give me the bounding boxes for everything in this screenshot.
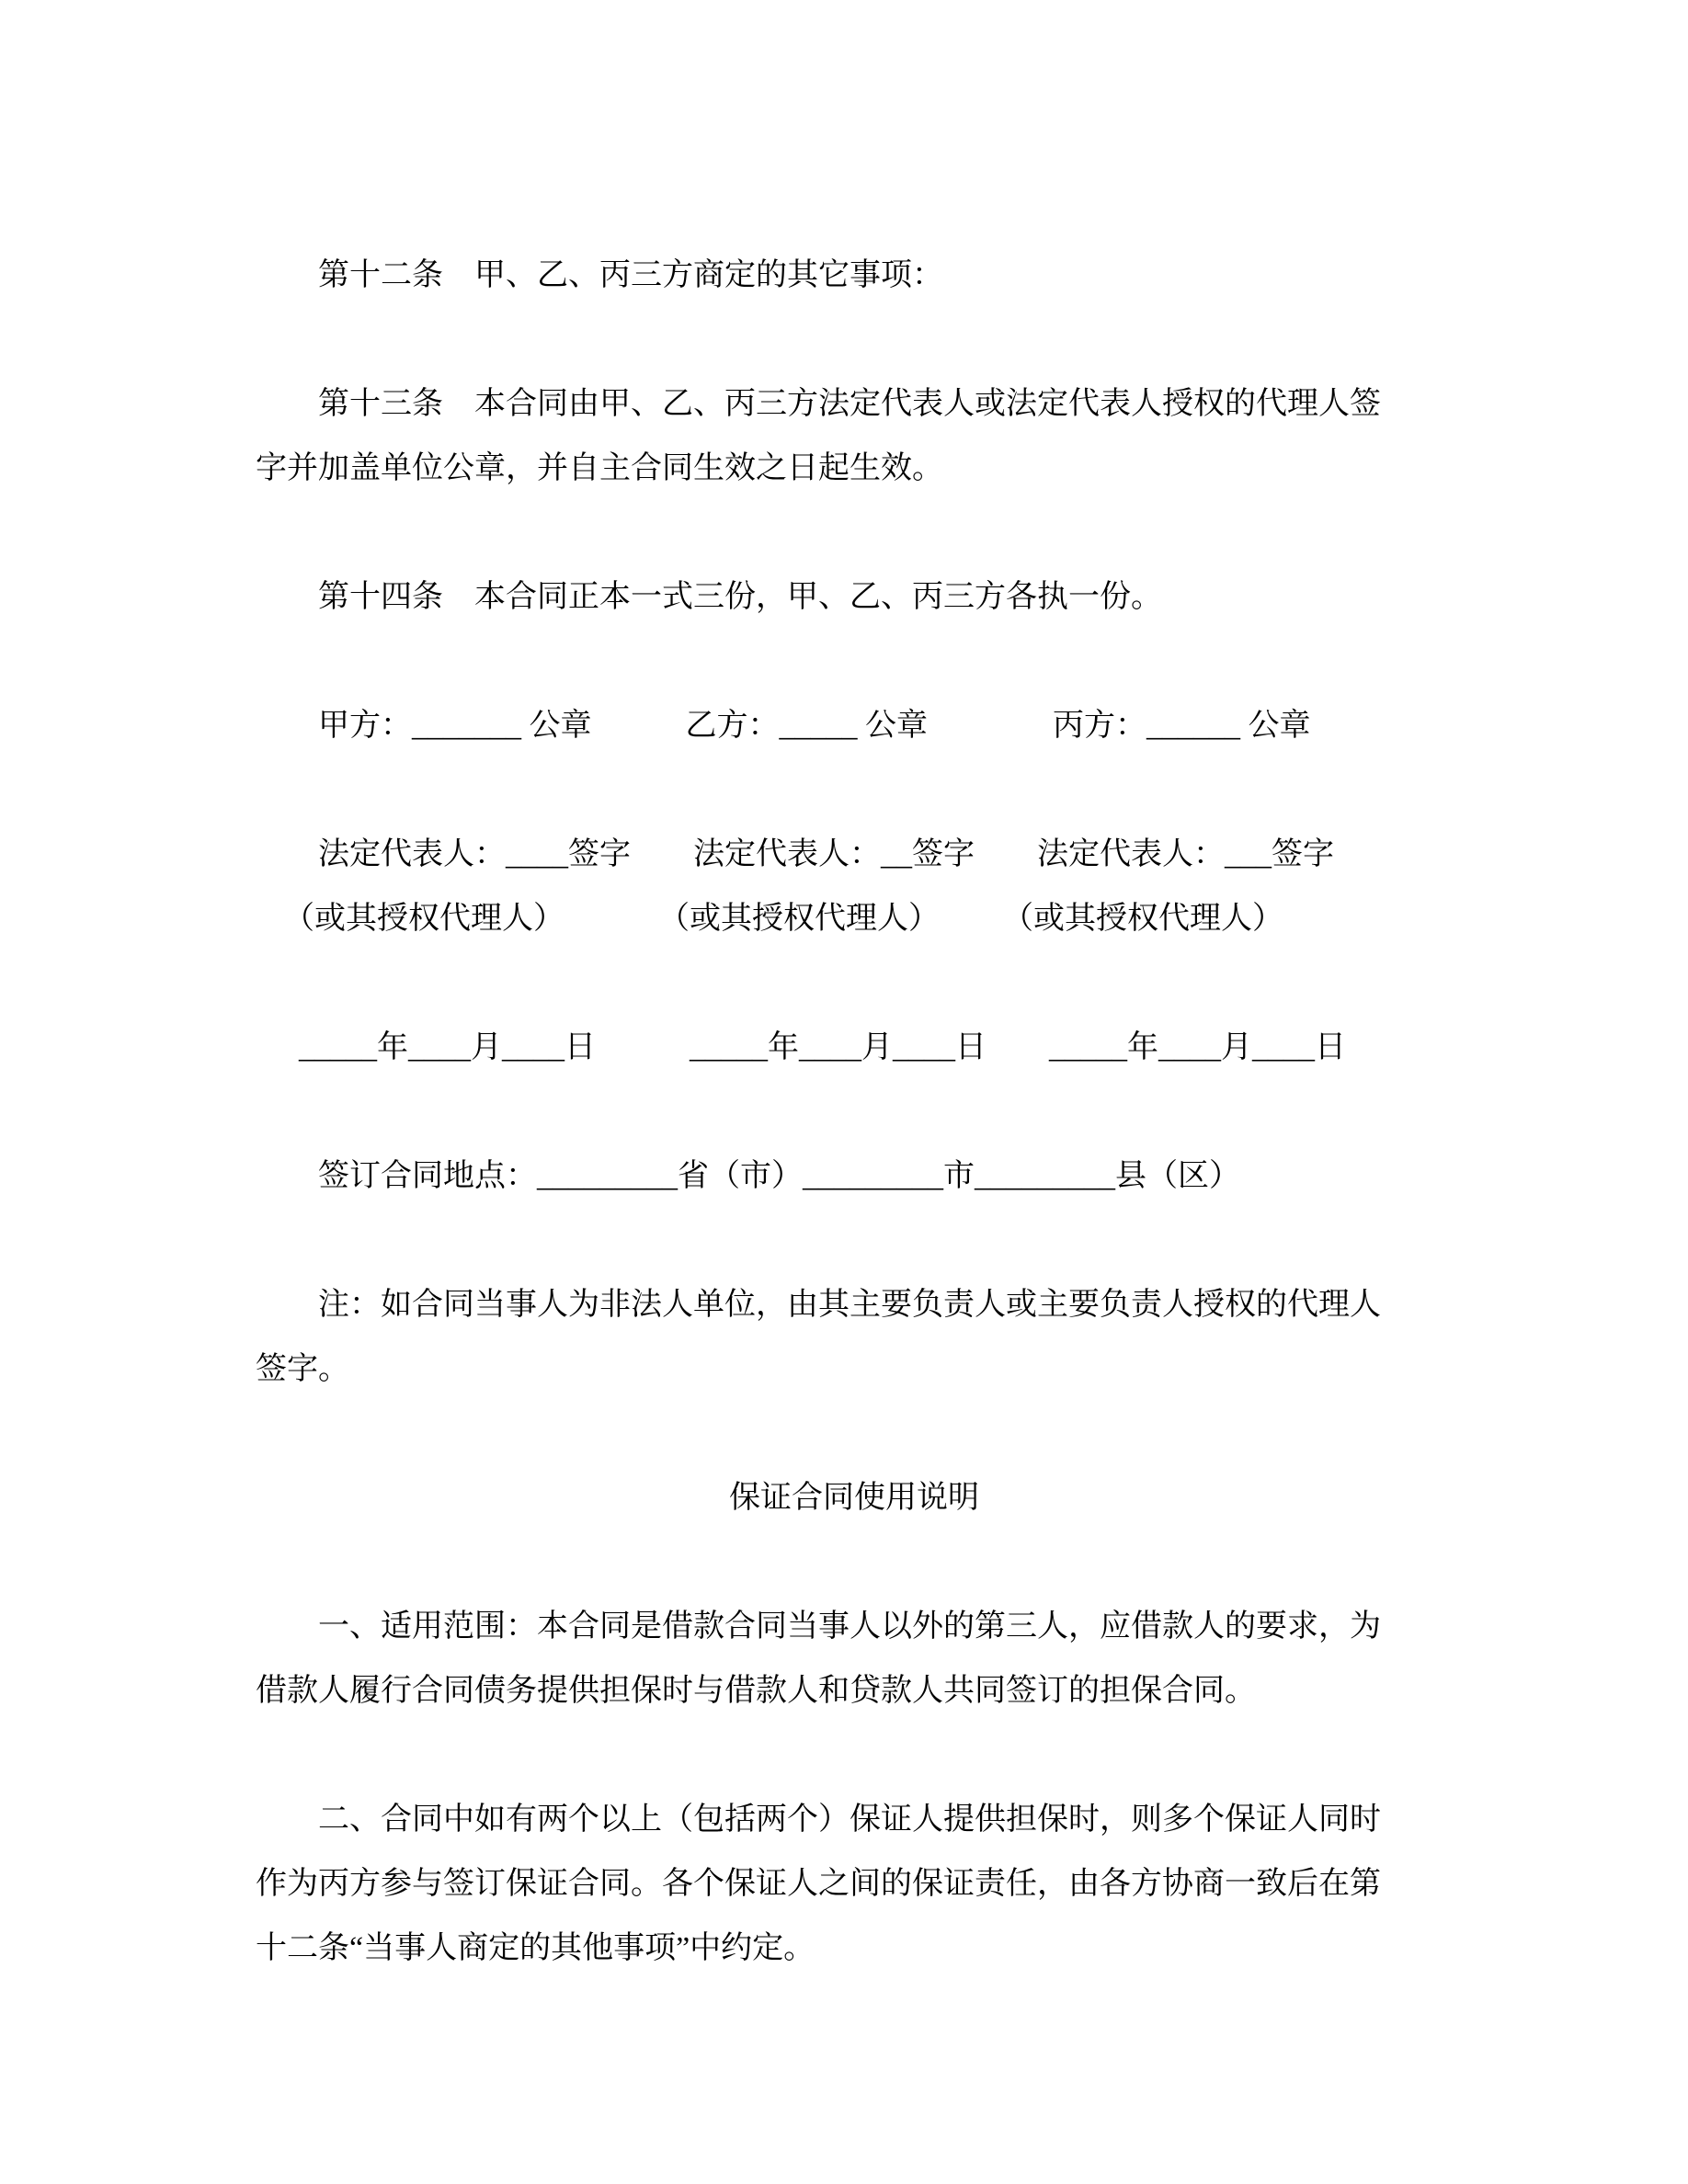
instructions-item-1-line-2: 借款人履行合同债务提供担保时与借款人和贷款人共同签订的担保合同。 [256,1674,1256,1708]
signing-place-row: 签订合同地点：_________省（市）_________市_________县（区） [318,1159,1240,1193]
instructions-item-2-line-2: 作为丙方参与签订保证合同。各个保证人之间的保证责任，由各方协商一致后在第 [256,1867,1381,1901]
party-seal-row: 甲方：_______ 公章 乙方：_____ 公章 丙方：______ 公章 [318,709,1311,743]
note-line-2: 签字。 [256,1352,349,1386]
date-blanks-row: _____年____月____日 _____年____月____日 _____年____月____日 [299,1030,1346,1064]
instructions-item-2-line-3: 十二条“当事人商定的其他事项”中约定。 [256,1931,815,1965]
instructions-item-1-line-1: 一、适用范围：本合同是借款合同当事人以外的第三人，应借款人的要求，为 [318,1610,1381,1644]
clause-13-line-1: 第十三条 本合同由甲、乙、丙三方法定代表人或法定代表人授权的代理人签 [318,387,1381,421]
clause-14-line: 第十四条 本合同正本一式三份，甲、乙、丙三方各执一份。 [318,580,1162,614]
clause-12-line: 第十二条 甲、乙、丙三方商定的其它事项： [318,258,943,292]
instructions-title: 保证合同使用说明 [729,1481,979,1515]
instructions-item-2-line-1: 二、合同中如有两个以上（包括两个）保证人提供担保时，则多个保证人同时 [318,1803,1381,1837]
document-body [256,244,1453,1981]
authorized-agent-row: （或其授权代理人） （或其授权代理人） （或其授权代理人） [283,902,1283,936]
legal-representative-sign-row: 法定代表人：____签字 法定代表人：__签字 法定代表人：___签字 [318,837,1334,871]
clause-13-line-2: 字并加盖单位公章，并自主合同生效之日起生效。 [256,451,943,485]
note-line-1: 注：如合同当事人为非法人单位，由其主要负责人或主要负责人授权的代理人 [318,1288,1381,1322]
